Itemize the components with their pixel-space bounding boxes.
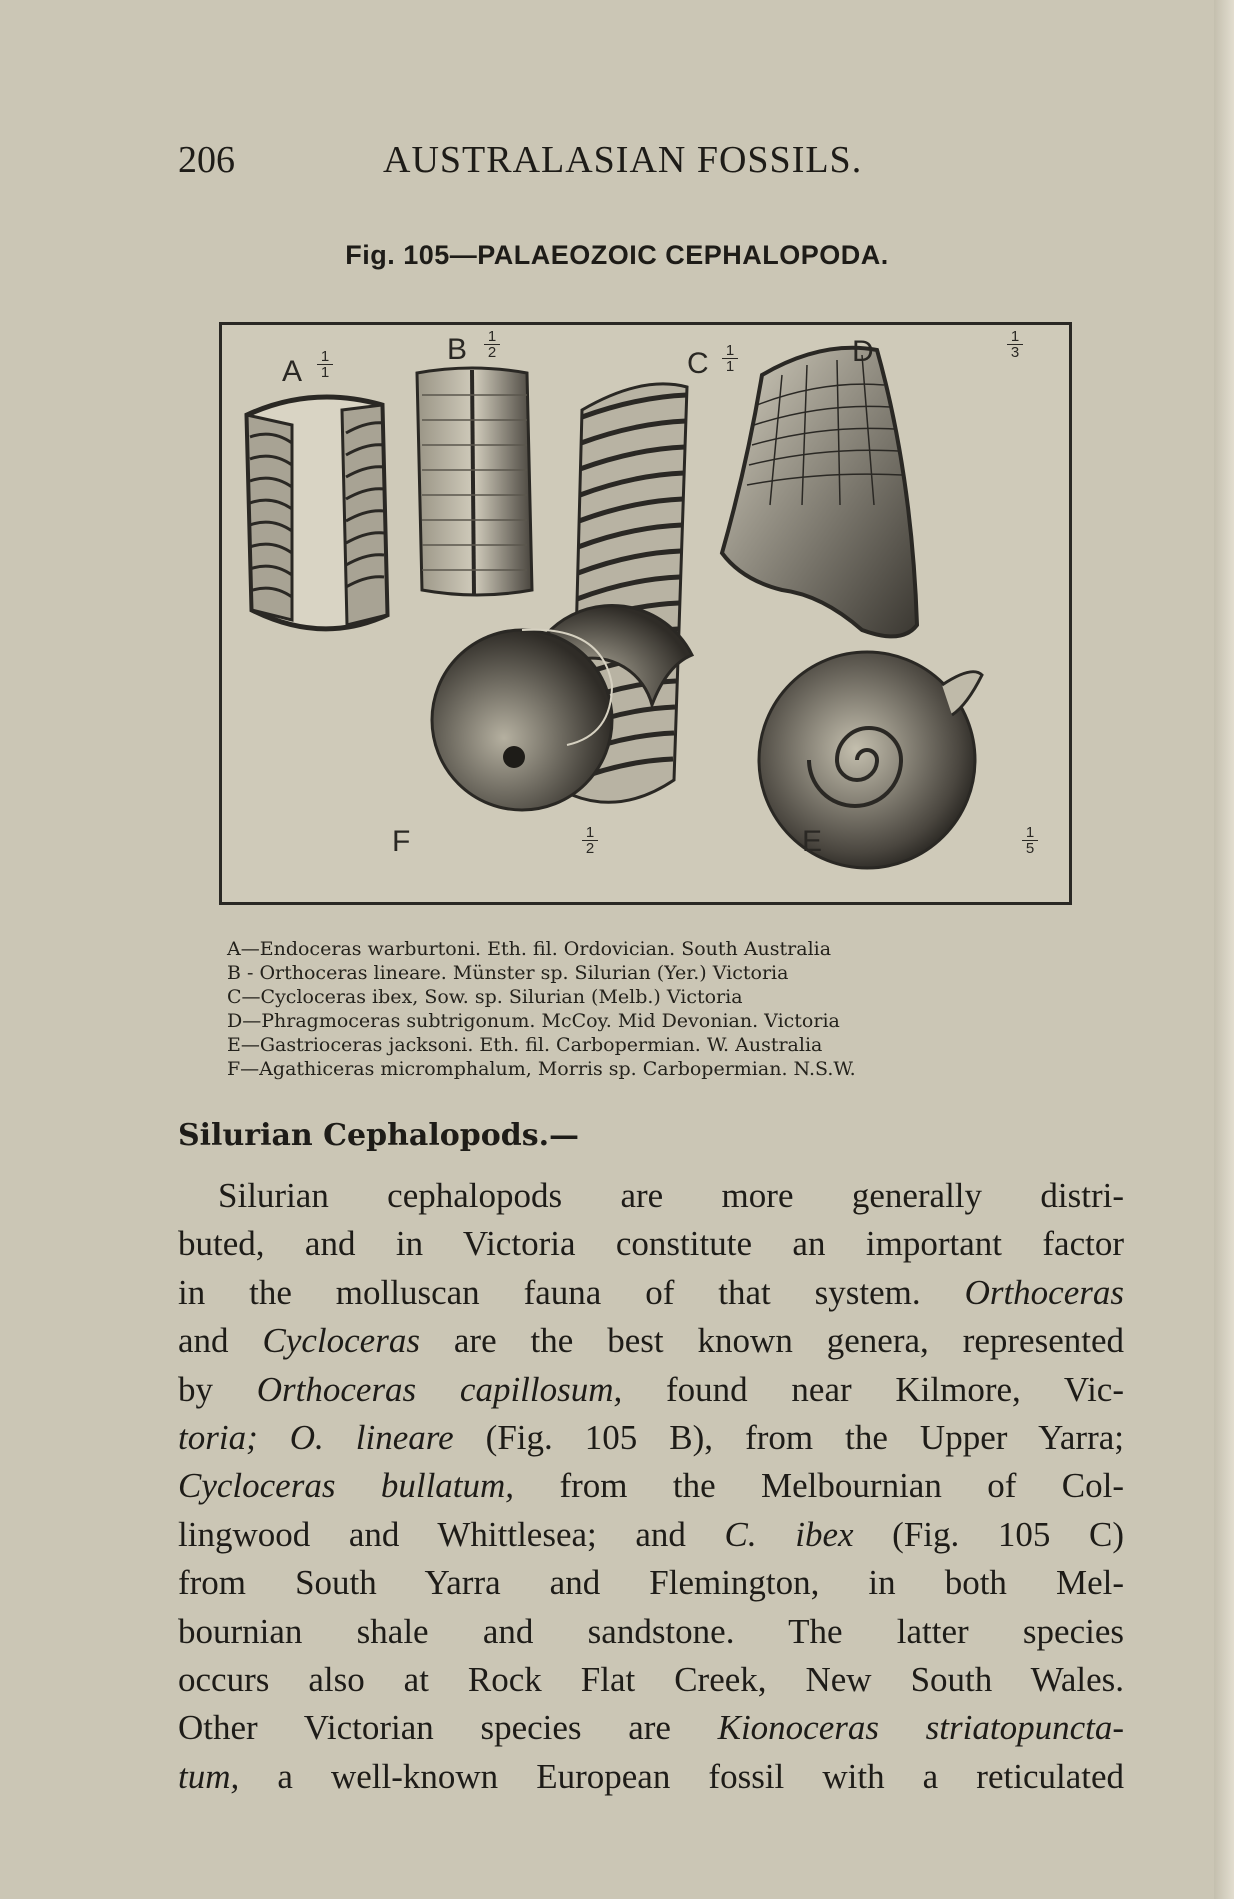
- body-text: [178, 1172, 1124, 1801]
- label-f: F: [392, 825, 411, 858]
- label-a: A: [282, 355, 303, 388]
- fossil-illustrations: [222, 325, 1069, 902]
- body-line: bournian shale and sandstone. The latter species: [178, 1611, 1124, 1651]
- fossil-d-phragmoceras: [722, 348, 917, 637]
- body-line: Silurian cephalopods are more generally distri-: [218, 1176, 1124, 1215]
- fossil-b-orthoceras: [417, 368, 532, 595]
- body-line: Other Victorian species are Kionoceras striatopuncta-: [178, 1708, 1124, 1748]
- scale-e: $\frac{1}{5}$: [1022, 825, 1038, 856]
- body-line: occurs also at Rock Flat Creek, New South Wales.: [178, 1660, 1124, 1700]
- body-line: Cycloceras bullatum, from the Melbournian of Col-: [178, 1466, 1124, 1506]
- page-header: [178, 138, 924, 192]
- caption-e: E—Gastrioceras jacksoni. Eth. fil. Carbopermian. W. Australia: [227, 1034, 823, 1056]
- label-e: E: [802, 825, 823, 858]
- page-number: 206: [178, 139, 235, 181]
- caption-f: F—Agathiceras micromphalum, Morris sp. Carbopermian. N.S.W.: [227, 1058, 856, 1080]
- body-line: from South Yarra and Flemington, in both Mel-: [178, 1563, 1124, 1603]
- caption-a: A—Endoceras warburtoni. Eth. fil. Ordovician. South Australia: [227, 938, 832, 960]
- body-line: and Cycloceras are the best known genera, represented: [178, 1321, 1124, 1361]
- scale-a: $\frac{1}{1}$: [317, 349, 333, 380]
- running-title: AUSTRALASIAN FOSSILS.: [383, 139, 863, 181]
- caption-b: B - Orthoceras lineare. Münster sp. Silurian (Yer.) Victoria: [227, 962, 789, 984]
- label-c: C: [687, 347, 709, 380]
- fossil-e-gastrioceras: [759, 652, 982, 868]
- caption-d: D—Phragmoceras subtrigonum. McCoy. Mid Devonian. Victoria: [227, 1010, 840, 1032]
- figure-title: Fig. 105—PALAEOZOIC CEPHALOPODA.: [345, 240, 889, 270]
- body-line: in the molluscan fauna of that system. Orthoceras: [178, 1272, 1124, 1312]
- label-d: D: [852, 335, 874, 368]
- body-line: buted, and in Victoria constitute an important factor: [178, 1224, 1124, 1264]
- figure-captions: [227, 937, 1107, 1081]
- scale-f: $\frac{1}{2}$: [582, 825, 598, 856]
- scale-d: $\frac{1}{3}$: [1007, 329, 1023, 360]
- body-line: tum, a well-known European fossil with a reticulated: [178, 1756, 1124, 1796]
- body-line: lingwood and Whittlesea; and C. ibex (Fig. 105 C): [178, 1514, 1124, 1554]
- label-b: B: [447, 333, 468, 366]
- section-heading: Silurian Cephalopods.—: [178, 1118, 580, 1153]
- figure-plate: [219, 322, 1072, 905]
- page-edge: [1214, 0, 1234, 1899]
- fossil-a-endoceras: [247, 397, 387, 629]
- scale-b: $\frac{1}{2}$: [484, 329, 500, 360]
- caption-c: C—Cycloceras ibex, Sow. sp. Silurian (Melb.) Victoria: [227, 986, 743, 1008]
- body-line: by Orthoceras capillosum, found near Kilmore, Vic-: [178, 1369, 1124, 1409]
- body-line: toria; O. lineare (Fig. 105 B), from the Upper Yarra;: [178, 1418, 1124, 1458]
- scale-c: $\frac{1}{1}$: [722, 343, 738, 374]
